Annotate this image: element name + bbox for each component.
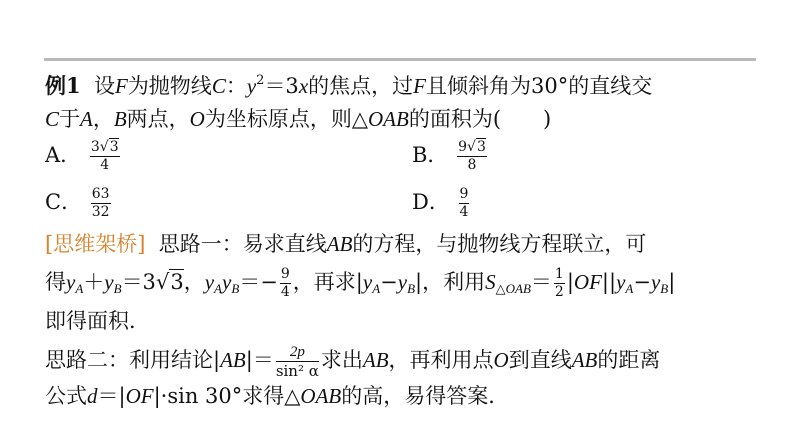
- text: ＝3: [121, 270, 156, 294]
- text: 为坐标原点，则△: [204, 107, 368, 131]
- var-F: F: [114, 74, 128, 98]
- option-c: [45, 186, 113, 220]
- var-y: y: [104, 270, 114, 294]
- fraction: [91, 187, 111, 220]
- var-y: y: [362, 270, 373, 294]
- text: 公式: [45, 384, 87, 408]
- radicand: 3: [170, 270, 184, 294]
- subscript: B: [113, 281, 122, 296]
- fraction: [276, 344, 319, 379]
- denominator: 4: [459, 204, 469, 220]
- text: 的焦点，过: [308, 74, 414, 98]
- subscript: B: [660, 281, 669, 296]
- numerator: 1: [554, 266, 564, 282]
- var-OF: OF: [573, 270, 602, 294]
- text: ＝3: [264, 74, 299, 98]
- var-AB: AB: [220, 348, 246, 372]
- text: ＝: [530, 270, 552, 294]
- var-O: O: [493, 348, 509, 372]
- bridge-line-2: 得$y_A+y_B=3√3$，$y_Ay_B=-$ $\frac{9}{4}$ ，再求$|y_A-y_B|$，利用$S_{\triangle OAB}=$ $\frac{1}{2}$ $|OF||y_A-y_B|$: [45, 266, 676, 300]
- exponent: 2: [256, 73, 265, 88]
- text: 即得面积．: [45, 309, 150, 333]
- text: 两点，: [126, 107, 190, 131]
- text: ，: [92, 107, 114, 131]
- fraction: [459, 187, 470, 220]
- subscript: A: [75, 281, 84, 296]
- numerator: 9: [280, 266, 290, 282]
- numerator: 9: [459, 186, 469, 202]
- text: 为抛物线: [127, 74, 212, 98]
- option-letter: C．: [45, 190, 83, 214]
- bridge-line-3: [45, 305, 150, 335]
- var-y: y: [221, 270, 232, 294]
- text: ，再利用点: [388, 348, 494, 372]
- var-OAB: OAB: [368, 107, 409, 131]
- radicand: 3: [476, 139, 486, 155]
- subscript: B: [231, 281, 240, 296]
- text: 思路一：易求直线: [158, 232, 327, 256]
- fraction: $\frac{9√3}{8}$: [458, 139, 486, 173]
- text: 的高，易得答案．: [341, 384, 510, 408]
- subscript: A: [372, 281, 381, 296]
- var-O: O: [189, 107, 205, 131]
- fraction: $\frac{3√3}{4}$: [90, 139, 119, 173]
- numerator: 63: [91, 186, 110, 202]
- question-line-1: [45, 70, 652, 100]
- subscript: A: [214, 281, 222, 296]
- option-b: [412, 139, 489, 173]
- example-label: 例1: [45, 73, 81, 98]
- subscript: B: [407, 281, 416, 296]
- top-divider: [44, 58, 756, 61]
- thinking-bridge-tag: [思维架桥]: [45, 232, 146, 256]
- bridge-line-1: [45, 228, 646, 258]
- numerator-coef: 9: [458, 139, 468, 155]
- denominator: 8: [467, 157, 477, 173]
- numerator: 2p: [276, 344, 319, 362]
- text: |＝: [245, 348, 274, 372]
- var-x: x: [298, 74, 309, 98]
- text: 于: [59, 107, 81, 131]
- var-AB: AB: [571, 348, 598, 372]
- denominator: 2: [554, 284, 564, 300]
- text: ＝|: [97, 384, 126, 408]
- fraction: [554, 267, 565, 300]
- numerator-coef: 3: [90, 139, 100, 155]
- text: ＋: [83, 270, 105, 294]
- text: ：: [225, 74, 247, 98]
- text: 的面积为( ): [408, 107, 552, 131]
- subscript: △OAB: [495, 281, 531, 296]
- radicand: 3: [109, 139, 119, 155]
- bridge-line-4: [45, 344, 660, 379]
- text: ，: [183, 270, 205, 294]
- var-S: S: [485, 270, 496, 294]
- text: 得: [45, 270, 66, 294]
- var-A: A: [80, 107, 93, 131]
- option-letter: B．: [412, 143, 449, 167]
- var-AB: AB: [326, 232, 353, 256]
- text: 设: [93, 74, 115, 98]
- var-y: y: [246, 74, 257, 98]
- question-line-2: [45, 103, 551, 133]
- var-y: y: [66, 270, 76, 294]
- denominator: 4: [280, 284, 290, 300]
- text: ，再求|: [292, 270, 363, 294]
- denominator: sin² α: [275, 362, 319, 380]
- text: ||: [601, 270, 617, 294]
- text: |: [566, 270, 574, 294]
- var-y: y: [650, 270, 661, 294]
- text: −: [633, 270, 651, 294]
- var-y: y: [204, 270, 215, 294]
- text: 思路二：利用结论|: [45, 348, 221, 372]
- text: 的方程，与抛物线方程联立，可: [352, 232, 647, 256]
- subscript: A: [625, 281, 634, 296]
- text: 求出: [320, 348, 363, 372]
- fraction: [280, 267, 291, 300]
- var-d: d: [87, 384, 98, 408]
- var-C: C: [211, 74, 226, 98]
- var-OF: OF: [125, 384, 154, 408]
- var-AB: AB: [362, 348, 389, 372]
- denominator: 4: [100, 157, 110, 173]
- option-letter: A．: [45, 143, 82, 167]
- option-a: [45, 139, 122, 173]
- var-y: y: [616, 270, 626, 294]
- option-letter: D．: [412, 190, 450, 214]
- text: ＝−: [239, 270, 278, 294]
- option-d: [412, 186, 471, 220]
- var-OAB: OAB: [300, 384, 342, 408]
- text: 且倾斜角为30°的直线交: [425, 74, 653, 98]
- var-C: C: [45, 107, 60, 131]
- text: 到直线: [508, 348, 572, 372]
- text: 的距离: [597, 348, 661, 372]
- text: |: [668, 270, 676, 294]
- var-y: y: [397, 270, 408, 294]
- text: |，利用: [415, 270, 486, 294]
- text: |·sin 30°求得△: [153, 384, 301, 408]
- denominator: 32: [91, 204, 110, 220]
- text: −: [380, 270, 398, 294]
- var-F: F: [413, 74, 426, 98]
- var-B: B: [113, 107, 127, 131]
- bridge-line-5: [45, 380, 509, 410]
